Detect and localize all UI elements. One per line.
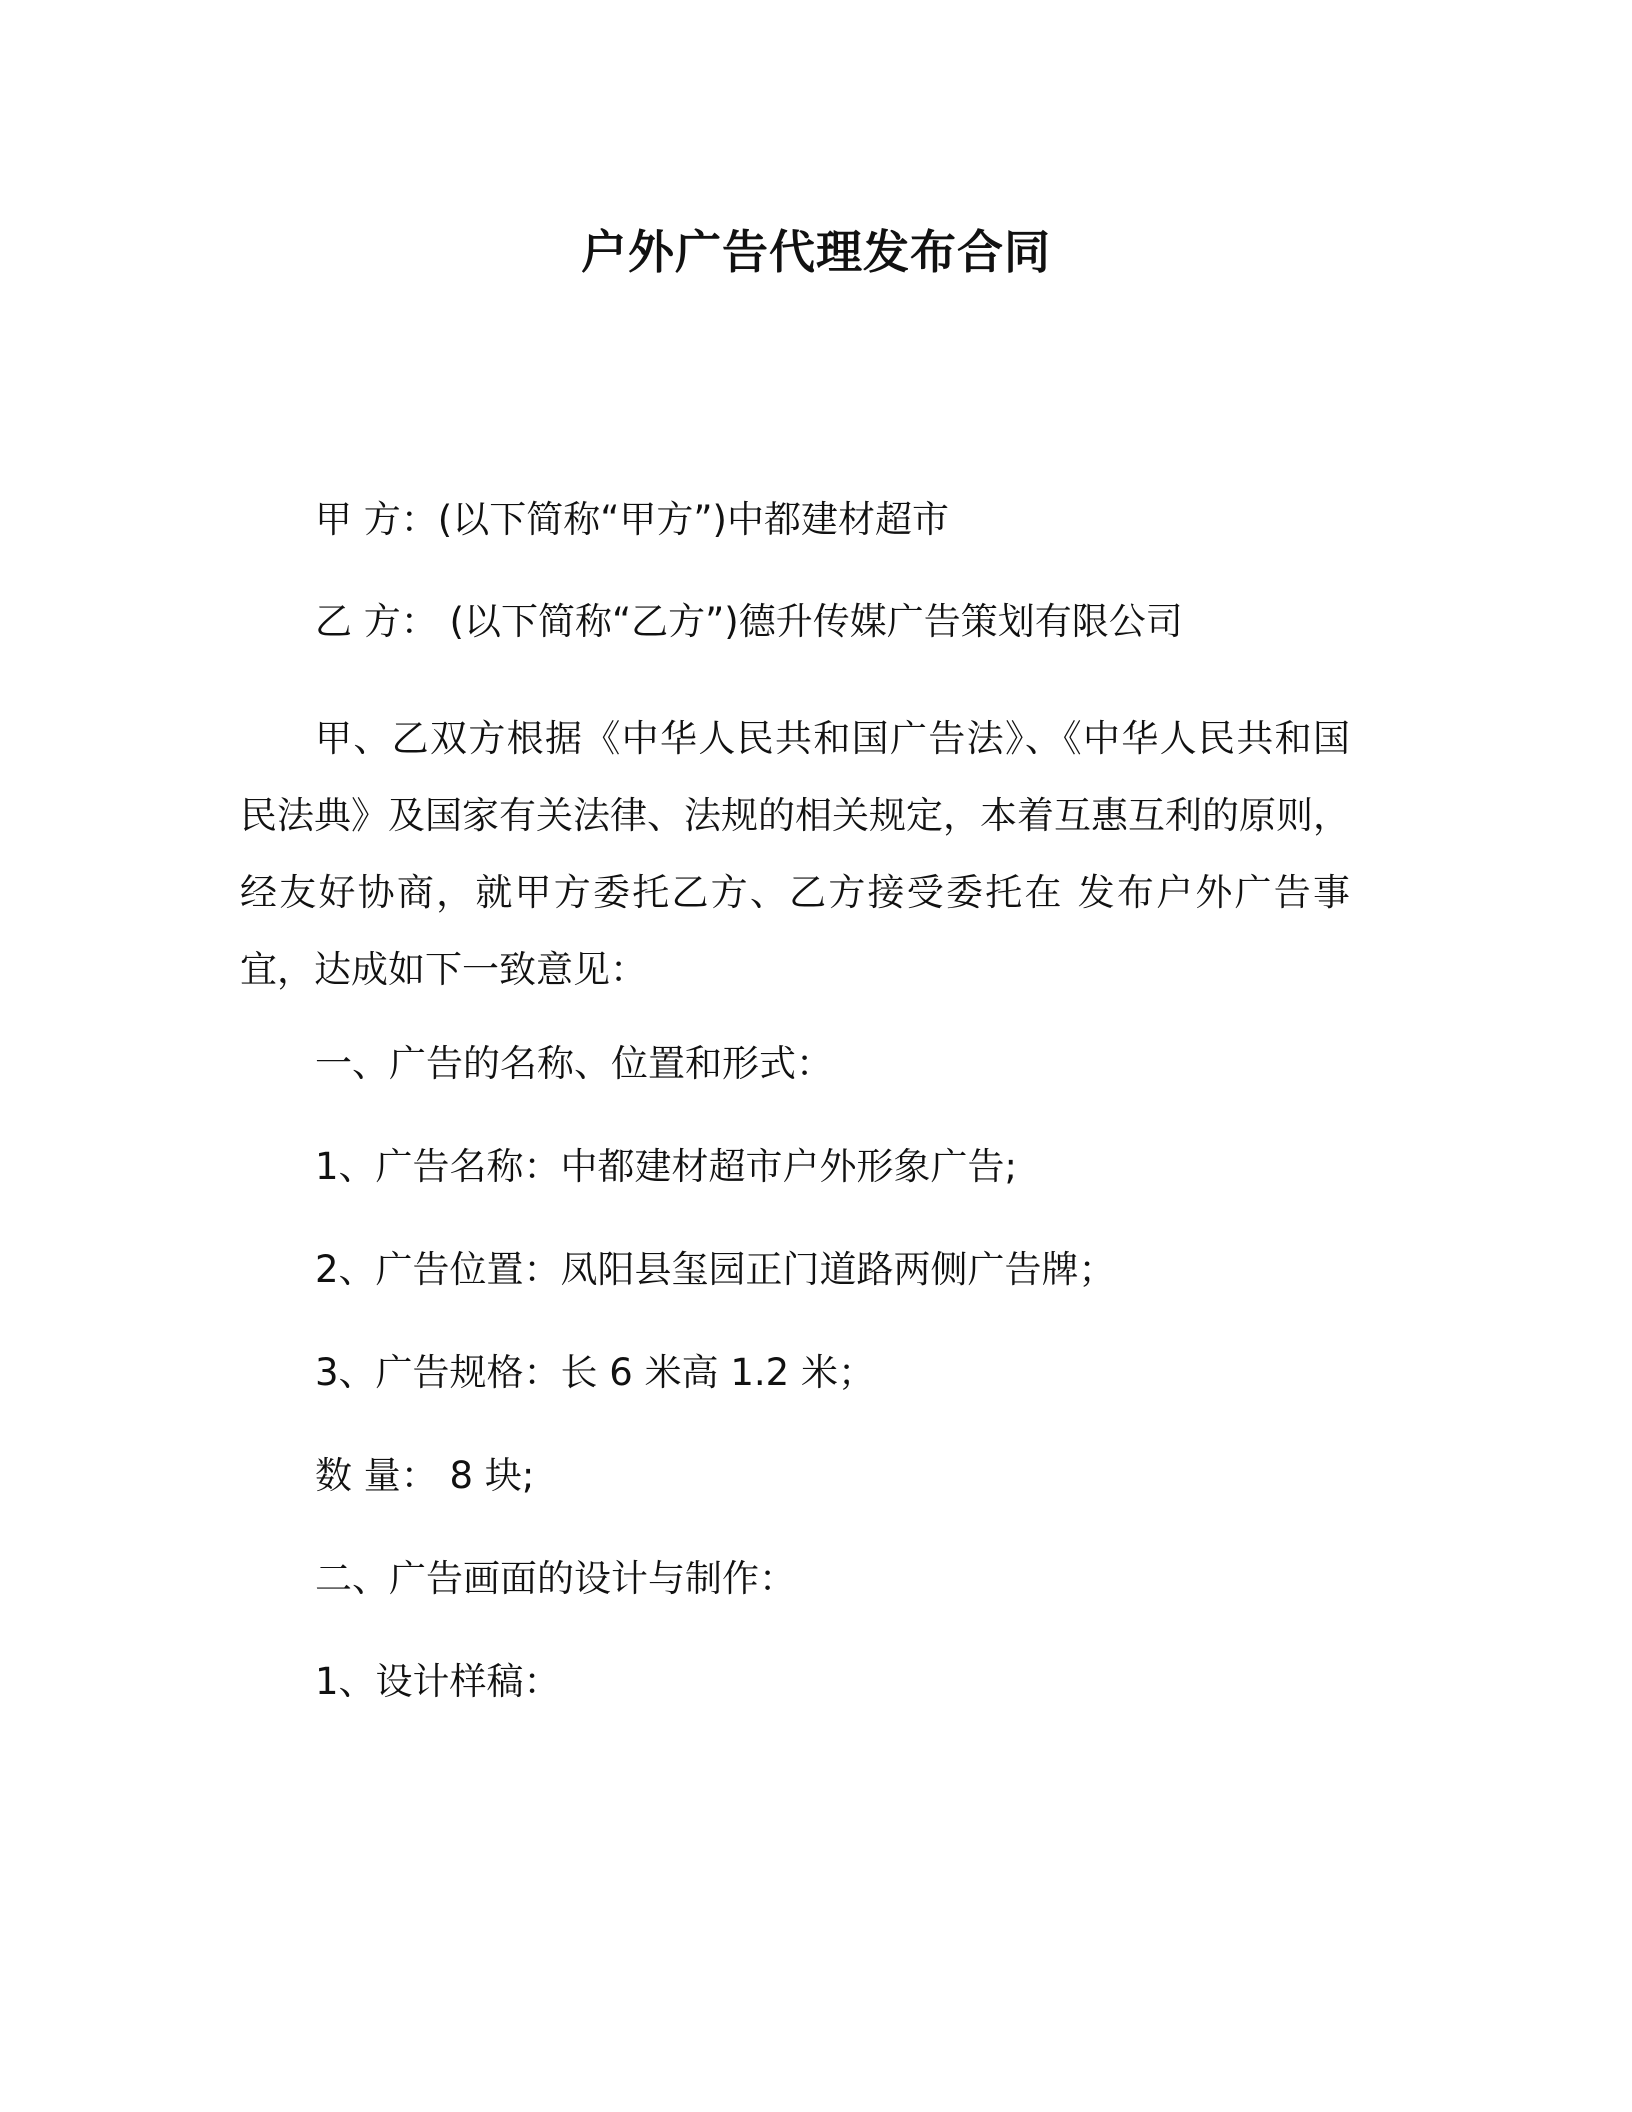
item-ad-location: 2、广告位置：凤阳县玺园正门道路两侧广告牌； [315,1248,1116,1291]
party-b-line: 乙 方： (以下简称“乙方”)德升传媒广告策划有限公司 [315,600,1183,643]
item-ad-quantity: 数 量： 8 块; [315,1454,535,1497]
preamble-paragraph: 甲、乙双方根据《中华人民共和国广告法》、《中华人民共和国民法典》及国家有关法律、法规的相关规定，本着互惠互利的原则，经友好协商，就甲方委托乙方、乙方接受委托在 发布户外广告事宜，达成如下一致意见： [240,717,1350,991]
section-1-heading: 一、广告的名称、位置和形式： [315,1042,833,1085]
document-title: 户外广告代理发布合同 [581,225,1051,279]
item-design-draft: 1、设计样稿： [315,1660,561,1703]
party-a-line: 甲 方：(以下简称“甲方”)中都建材超市 [315,498,949,541]
section-2-heading: 二、广告画面的设计与制作： [315,1557,796,1600]
item-ad-size: 3、广告规格：长 6 米高 1.2 米； [315,1351,875,1394]
item-ad-name: 1、广告名称：中都建材超市户外形象广告; [315,1145,1018,1188]
